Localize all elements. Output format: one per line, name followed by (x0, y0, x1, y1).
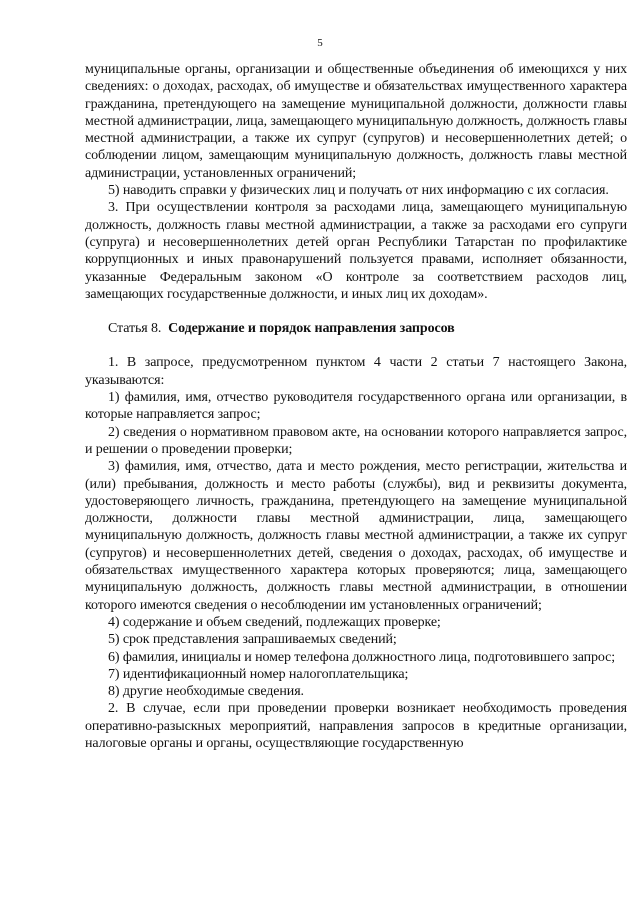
list-item: 3) фамилия, имя, отчество, дата и место рождения, место регистрации, жительства и (или) пребывания, должность и место работы (службы), вид и реквизиты документа, удостоверяющего личность, гражданина, претендующего на замещение муниципальной должности, должности главы местной администрации, лица, замещающего муниципальную должность, должность главы местной администрации, а также их супруг (супругов) и несовершеннолетних детей, сведения о доходах, расходах, об имуществе и обязательствах имущественного характера которых проверяются; лица, замещающего муниципальную должность, должность главы местной администрации, в отношении которого имеются сведения о несоблюдении им установленных ограничений; (85, 459, 627, 613)
paragraph: муниципальные органы, организации и общественные объединения об имеющихся у них сведениях: о доходах, расходах, об имуществе и обязательствах имущественного характера гражданина, претендующего на замещение муниципальной должности, должности главы местной администрации, лица, замещающего муниципальную должность, должность главы местной администрации, а также их супруг (супругов) и несовершеннолетних детей; о соблюдении лицом, замещающим муниципальную должность, должность главы местной администрации, установленных ограничений; (85, 62, 627, 181)
paragraph: 5) наводить справки у физических лиц и получать от них информацию с их согласия. (108, 183, 609, 199)
list-item: 4) содержание и объем сведений, подлежащих проверке; (108, 614, 441, 630)
list-item: 8) другие необходимые сведения. (108, 684, 304, 700)
article-heading (85, 320, 627, 337)
article-label: Статья 8. (108, 321, 162, 337)
list-item: 1) фамилия, имя, отчество руководителя государственного органа или организации, в которые направляется запрос; (85, 390, 627, 423)
list-item: 7) идентификационный номер налогоплательщика; (108, 666, 409, 682)
paragraph: 3. При осуществлении контроля за расходами лица, замещающего муниципальную должность, должность главы местной администрации, а также за расходами его супруги (супруга) и несовершеннолетних детей орган Республики Татарстан по профилактике коррупционных и иных правонарушений пользуется правами, исполняет обязанности, указанные Федеральным законом «О контроле за соответствием расходов лиц, замещающих государственные должности, и иных лиц их доходам». (85, 200, 627, 302)
list-item: 5) срок представления запрашиваемых сведений; (108, 632, 397, 648)
list-item: 2) сведения о нормативном правовом акте, на основании которого направляется запрос, и решении о проведении проверки; (85, 424, 627, 457)
list-item: 6) фамилия, инициалы и номер телефона должностного лица, подготовившего запрос; (108, 649, 616, 665)
article-title: Содержание и порядок направления запросов (168, 321, 455, 337)
page-number: 5 (317, 37, 323, 49)
paragraph: 1. В запросе, предусмотренном пунктом 4 части 2 статьи 7 настоящего Закона, указываются: (85, 355, 627, 388)
paragraph: 2. В случае, если при проведении проверки возникает необходимость проведения оперативно-разыскных мероприятий, направления запросов в кредитные организации, налоговые органы и органы, осуществляющие государственную (85, 701, 627, 751)
document-body (85, 61, 627, 752)
